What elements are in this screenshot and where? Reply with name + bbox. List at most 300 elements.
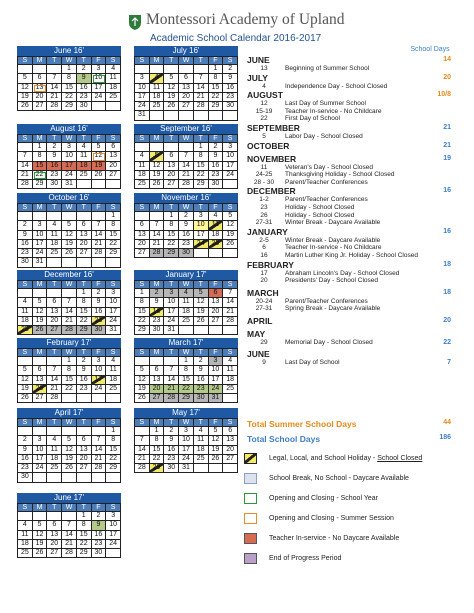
month-grid xyxy=(17,418,121,483)
weekday-header: T xyxy=(194,419,209,428)
weekday-header: F xyxy=(209,349,224,358)
day-cell xyxy=(194,111,209,120)
day-cell: 6 xyxy=(135,221,150,230)
legend-item: End of Progress Period xyxy=(242,552,467,572)
day-cell: 31 xyxy=(135,111,150,120)
school-days-count: 20 xyxy=(443,73,451,81)
day-cell: 30 xyxy=(209,180,224,189)
day-cell: 29 xyxy=(77,326,92,335)
day-cell: 10 xyxy=(33,446,48,455)
day-cell: 9 xyxy=(18,231,33,240)
day-cell: 2 xyxy=(18,436,33,445)
day-cell: 18 xyxy=(106,376,121,385)
day-cell: 23 xyxy=(18,249,33,258)
day-cell xyxy=(209,326,224,335)
day-cell: 7 xyxy=(47,366,62,375)
day-cell: 20 xyxy=(223,446,238,455)
day-cell: 21 xyxy=(164,385,179,394)
month-name: June 17' xyxy=(17,493,121,503)
day-cell: 19 xyxy=(209,446,224,455)
day-cell: 21 xyxy=(92,240,107,249)
day-cell: 15 xyxy=(135,308,150,317)
day-cell: 23 xyxy=(164,455,179,464)
legend-swatch xyxy=(244,493,257,504)
day-cell xyxy=(77,427,92,436)
day-cell: 12 xyxy=(164,84,179,93)
day-cell: 7 xyxy=(164,366,179,375)
day-cell: 20 xyxy=(150,385,165,394)
day-cell: 8 xyxy=(150,436,165,445)
event-row: 28 - 30 Parent/Teacher Conferences xyxy=(253,178,368,186)
day-cell: 8 xyxy=(209,74,224,83)
day-cell: 8 xyxy=(164,221,179,230)
day-cell xyxy=(62,258,77,267)
day-cell: 7 xyxy=(18,152,33,161)
day-cell: 22 xyxy=(33,171,48,180)
day-cell: 15 xyxy=(194,162,209,171)
day-cell: 24 xyxy=(92,93,107,102)
day-cell: 12 xyxy=(135,376,150,385)
day-cell: 23 xyxy=(179,240,194,249)
school-days-count: 21 xyxy=(443,123,451,131)
day-cell: 10 xyxy=(92,366,107,375)
weekday-header: W xyxy=(62,57,77,66)
day-cell: 20 xyxy=(33,93,48,102)
day-cell: 27 xyxy=(179,102,194,111)
day-cell: 14 xyxy=(47,376,62,385)
day-cell xyxy=(77,258,92,267)
weekday-header: T xyxy=(47,349,62,358)
day-cell: 19 xyxy=(33,317,48,326)
weekday-header: F xyxy=(92,349,107,358)
event-month-heading: MAY xyxy=(247,328,266,339)
school-days-count: 16 xyxy=(443,227,451,235)
day-cell: 13 xyxy=(223,436,238,445)
calendar-title: Academic School Calendar 2016-2017 xyxy=(150,33,322,44)
month-calendar xyxy=(134,338,238,403)
month-name: February 17' xyxy=(17,338,121,348)
day-cell: 19 xyxy=(62,455,77,464)
weekday-header: S xyxy=(18,281,33,290)
day-cell: 2 xyxy=(77,357,92,366)
day-cell: 16 xyxy=(92,531,107,540)
month-calendar xyxy=(134,408,238,473)
day-cell: 12 xyxy=(150,162,165,171)
weekday-header: S xyxy=(106,204,121,213)
weekday-header: T xyxy=(77,281,92,290)
day-cell: 8 xyxy=(77,298,92,307)
day-cell: 23 xyxy=(223,93,238,102)
event-row: 24-25 Thanksgiving Holiday - School Closed xyxy=(255,171,395,179)
day-cell: 25 xyxy=(77,171,92,180)
day-cell: 1 xyxy=(135,289,150,298)
weekday-header: M xyxy=(33,204,48,213)
day-cell: 1 xyxy=(77,289,92,298)
day-cell: 19 xyxy=(33,540,48,549)
school-days-count: 10/8 xyxy=(437,91,451,99)
day-cell xyxy=(209,464,224,473)
event-row: 1-2 Parent/Teacher Conferences xyxy=(259,196,368,204)
day-cell: 5 xyxy=(18,74,33,83)
month-name: September 16' xyxy=(134,124,238,134)
day-cell: 22 xyxy=(106,455,121,464)
day-cell: 18 xyxy=(47,240,62,249)
event-row: 13 Beginning of Summer School xyxy=(260,65,370,72)
day-cell xyxy=(77,394,92,403)
day-cell: 10 xyxy=(106,521,121,530)
day-cell xyxy=(47,512,62,521)
weekday-header: M xyxy=(150,204,165,213)
event-row: 23 Holiday - School Closed xyxy=(260,203,355,211)
day-cell: 10 xyxy=(209,366,224,375)
legend-item: Opening and Closing - School Year xyxy=(242,492,467,512)
day-cell: 11 xyxy=(135,162,150,171)
day-cell: 5 xyxy=(150,152,165,161)
day-cell: 14 xyxy=(135,446,150,455)
day-cell: 18 xyxy=(209,231,224,240)
day-cell xyxy=(223,464,238,473)
day-cell: 14 xyxy=(92,231,107,240)
day-cell: 20 xyxy=(47,540,62,549)
day-cell: 31 xyxy=(164,326,179,335)
day-cell: 14 xyxy=(18,162,33,171)
day-cell: 25 xyxy=(179,317,194,326)
weekday-header: T xyxy=(194,349,209,358)
weekday-header: F xyxy=(209,57,224,66)
day-cell: 29 xyxy=(106,249,121,258)
day-cell: 13 xyxy=(209,298,224,307)
day-cell: 5 xyxy=(223,212,238,221)
weekday-header: S xyxy=(135,135,150,144)
day-cell xyxy=(223,394,238,403)
weekday-header: T xyxy=(47,504,62,513)
total-row: Total Summer School Days 44 xyxy=(247,419,451,429)
day-cell: 26 xyxy=(18,394,33,403)
event-month-heading: JANUARY 16 xyxy=(247,226,451,237)
month-name: July 16' xyxy=(134,46,238,56)
day-cell xyxy=(106,102,121,111)
day-cell: 11 xyxy=(209,221,224,230)
day-cell: 24 xyxy=(92,385,107,394)
weekday-header: T xyxy=(77,504,92,513)
day-cell: 2 xyxy=(92,289,107,298)
events-list xyxy=(247,55,465,367)
day-cell: 27 xyxy=(77,249,92,258)
day-cell: 29 xyxy=(62,102,77,111)
event-row: 6 Teacher In-service - No Childcare xyxy=(262,244,382,252)
day-cell: 2 xyxy=(179,212,194,221)
day-cell xyxy=(106,258,121,267)
day-cell xyxy=(194,249,209,258)
day-cell: 22 xyxy=(135,317,150,326)
day-cell: 16 xyxy=(209,162,224,171)
day-cell: 26 xyxy=(33,326,48,335)
day-cell: 29 xyxy=(209,102,224,111)
day-cell: 9 xyxy=(194,366,209,375)
day-cell: 6 xyxy=(47,298,62,307)
day-cell: 31 xyxy=(62,180,77,189)
day-cell: 30 xyxy=(223,102,238,111)
day-cell: 13 xyxy=(47,308,62,317)
day-cell: 15 xyxy=(106,446,121,455)
day-cell: 6 xyxy=(47,521,62,530)
day-cell: 26 xyxy=(164,102,179,111)
day-cell: 19 xyxy=(194,308,209,317)
day-cell xyxy=(62,394,77,403)
weekday-header: S xyxy=(223,349,238,358)
day-cell: 20 xyxy=(179,93,194,102)
school-days-header: School Days xyxy=(410,46,450,53)
weekday-header: T xyxy=(194,135,209,144)
day-cell: 20 xyxy=(33,385,48,394)
day-cell: 25 xyxy=(135,180,150,189)
day-cell: 18 xyxy=(194,446,209,455)
day-cell: 8 xyxy=(106,436,121,445)
weekday-header: W xyxy=(62,204,77,213)
day-cell: 31 xyxy=(209,394,224,403)
day-cell: 16 xyxy=(77,84,92,93)
day-cell xyxy=(135,65,150,74)
day-cell: 13 xyxy=(164,162,179,171)
day-cell xyxy=(179,143,194,152)
day-cell: 13 xyxy=(77,231,92,240)
day-cell: 16 xyxy=(194,376,209,385)
event-row: 20-24 Parent/Teacher Conferences xyxy=(255,297,368,305)
day-cell: 18 xyxy=(223,376,238,385)
day-cell: 27 xyxy=(47,326,62,335)
legend-swatch xyxy=(244,513,257,524)
event-month-heading: DECEMBER 16 xyxy=(247,186,451,197)
day-cell: 26 xyxy=(223,240,238,249)
day-cell: 22 xyxy=(209,93,224,102)
school-days-count: 18 xyxy=(443,288,451,296)
weekday-header: S xyxy=(106,135,121,144)
weekday-header: S xyxy=(18,504,33,513)
event-row: 2-5 Winter Break - Daycare Available xyxy=(259,236,381,244)
day-cell xyxy=(62,512,77,521)
day-cell: 7 xyxy=(47,74,62,83)
day-cell: 21 xyxy=(150,240,165,249)
day-cell: 1 xyxy=(106,212,121,221)
day-cell: 20 xyxy=(135,240,150,249)
day-cell: 30 xyxy=(47,180,62,189)
weekday-header: T xyxy=(194,281,209,290)
day-cell: 16 xyxy=(223,84,238,93)
weekday-header: F xyxy=(92,204,107,213)
day-cell: 12 xyxy=(33,531,48,540)
day-cell: 2 xyxy=(194,357,209,366)
day-cell: 2 xyxy=(223,65,238,74)
day-cell: 11 xyxy=(106,366,121,375)
event-row: 15-19 Teacher In-service - No Childcare xyxy=(255,107,382,115)
day-cell: 23 xyxy=(18,464,33,473)
day-cell: 25 xyxy=(18,549,33,558)
day-cell xyxy=(150,111,165,120)
day-cell xyxy=(18,289,33,298)
weekday-header: W xyxy=(62,504,77,513)
day-cell xyxy=(179,65,194,74)
weekday-header: M xyxy=(150,57,165,66)
month-calendar xyxy=(134,46,238,121)
day-cell: 11 xyxy=(194,436,209,445)
day-cell: 26 xyxy=(194,317,209,326)
day-cell xyxy=(150,143,165,152)
day-cell: 7 xyxy=(62,298,77,307)
day-cell: 7 xyxy=(62,521,77,530)
day-cell: 24 xyxy=(106,540,121,549)
month-name: December 16' xyxy=(17,270,121,280)
day-cell: 2 xyxy=(92,512,107,521)
day-cell: 7 xyxy=(179,152,194,161)
day-cell: 19 xyxy=(18,385,33,394)
day-cell xyxy=(209,249,224,258)
day-cell: 30 xyxy=(92,326,107,335)
weekday-header: W xyxy=(62,281,77,290)
day-cell xyxy=(179,111,194,120)
legend-item: Teacher In-service - No Daycare Available xyxy=(242,532,467,552)
day-cell: 17 xyxy=(194,231,209,240)
day-cell xyxy=(77,180,92,189)
month-grid xyxy=(134,134,238,190)
day-cell: 6 xyxy=(209,289,224,298)
day-cell: 17 xyxy=(135,93,150,102)
weekday-header: S xyxy=(135,204,150,213)
weekday-header: S xyxy=(18,57,33,66)
weekday-header: F xyxy=(92,135,107,144)
day-cell: 26 xyxy=(209,455,224,464)
month-calendar xyxy=(134,124,238,189)
day-cell xyxy=(18,357,33,366)
day-cell: 15 xyxy=(150,446,165,455)
day-cell: 3 xyxy=(106,512,121,521)
day-cell xyxy=(33,512,48,521)
day-cell: 22 xyxy=(77,317,92,326)
day-cell xyxy=(33,289,48,298)
day-cell: 30 xyxy=(150,326,165,335)
weekday-header: W xyxy=(179,281,194,290)
day-cell: 10 xyxy=(179,436,194,445)
day-cell: 10 xyxy=(92,74,107,83)
day-cell: 4 xyxy=(135,152,150,161)
weekday-header: W xyxy=(179,135,194,144)
day-cell: 14 xyxy=(179,162,194,171)
month-calendar xyxy=(17,338,121,403)
day-cell: 15 xyxy=(179,376,194,385)
weekday-header: S xyxy=(106,281,121,290)
day-cell: 3 xyxy=(209,357,224,366)
weekday-header: S xyxy=(106,419,121,428)
day-cell: 14 xyxy=(150,231,165,240)
day-cell: 17 xyxy=(106,531,121,540)
day-cell: 27 xyxy=(77,464,92,473)
month-grid xyxy=(134,56,238,121)
weekday-header: M xyxy=(33,135,48,144)
month-grid xyxy=(134,348,238,404)
day-cell: 17 xyxy=(106,308,121,317)
day-cell: 15 xyxy=(209,84,224,93)
day-cell: 30 xyxy=(18,473,33,482)
weekday-header: T xyxy=(194,57,209,66)
day-cell: 23 xyxy=(194,385,209,394)
weekday-header: F xyxy=(92,281,107,290)
day-cell: 13 xyxy=(150,376,165,385)
day-cell: 27 xyxy=(135,249,150,258)
day-cell: 1 xyxy=(194,143,209,152)
weekday-header: W xyxy=(179,204,194,213)
day-cell xyxy=(33,65,48,74)
day-cell: 2 xyxy=(164,427,179,436)
day-cell: 4 xyxy=(18,298,33,307)
day-cell: 22 xyxy=(62,93,77,102)
day-cell: 8 xyxy=(135,298,150,307)
weekday-header: T xyxy=(77,349,92,358)
day-cell: 21 xyxy=(47,93,62,102)
day-cell: 12 xyxy=(194,298,209,307)
day-cell: 6 xyxy=(150,366,165,375)
event-row: 27-31 Winter Break - Daycare Available xyxy=(255,219,381,227)
day-cell xyxy=(194,326,209,335)
day-cell: 27 xyxy=(47,549,62,558)
month-name: March 17' xyxy=(134,338,238,348)
day-cell: 27 xyxy=(164,180,179,189)
day-cell: 17 xyxy=(92,376,107,385)
weekday-header: T xyxy=(77,135,92,144)
day-cell: 12 xyxy=(18,376,33,385)
month-name: October 16' xyxy=(17,193,121,203)
day-cell: 18 xyxy=(106,84,121,93)
event-row: 27-31 Spring Break - Daycare Available xyxy=(255,305,381,313)
day-cell: 8 xyxy=(62,366,77,375)
day-cell: 17 xyxy=(164,308,179,317)
weekday-header: M xyxy=(33,57,48,66)
school-days-count: 14 xyxy=(443,56,451,63)
day-cell: 22 xyxy=(164,240,179,249)
day-cell: 9 xyxy=(209,152,224,161)
school-days-count: 20 xyxy=(443,316,451,324)
day-cell: 4 xyxy=(47,221,62,230)
event-row: 17 Abraham Lincoln's Day - School Closed xyxy=(260,269,400,277)
day-cell xyxy=(47,65,62,74)
day-cell xyxy=(92,258,107,267)
day-cell: 27 xyxy=(33,102,48,111)
day-cell: 23 xyxy=(77,93,92,102)
day-cell xyxy=(18,427,33,436)
month-calendar xyxy=(17,46,121,111)
school-name: Montessori Academy of Upland xyxy=(146,11,345,28)
day-cell: 17 xyxy=(179,446,194,455)
month-name: June 16' xyxy=(17,46,121,56)
day-cell: 13 xyxy=(33,84,48,93)
day-cell: 4 xyxy=(106,357,121,366)
day-cell xyxy=(150,212,165,221)
event-row: 12 Last Day of Summer School xyxy=(260,100,366,108)
day-cell xyxy=(47,427,62,436)
weekday-header: M xyxy=(33,281,48,290)
day-cell: 8 xyxy=(77,521,92,530)
day-cell: 18 xyxy=(179,308,194,317)
day-cell: 15 xyxy=(62,376,77,385)
day-cell: 8 xyxy=(194,152,209,161)
day-cell: 12 xyxy=(92,152,107,161)
month-name: August 16' xyxy=(17,124,121,134)
day-cell: 3 xyxy=(164,289,179,298)
weekday-header: M xyxy=(150,419,165,428)
day-cell: 10 xyxy=(33,231,48,240)
day-cell: 6 xyxy=(164,152,179,161)
day-cell: 23 xyxy=(92,540,107,549)
day-cell: 9 xyxy=(223,74,238,83)
day-cell: 14 xyxy=(92,446,107,455)
